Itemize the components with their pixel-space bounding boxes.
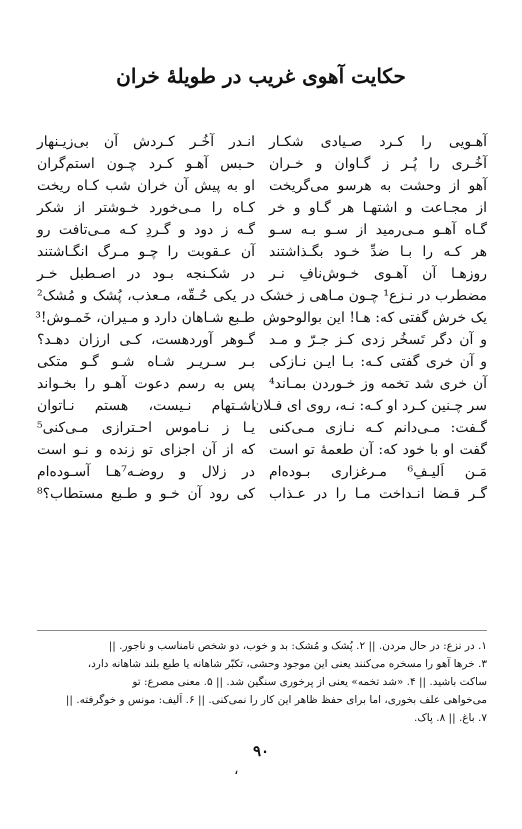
- verse-line: گـوهر آوردهست، کـی ارزان دهـد؟: [37, 332, 255, 348]
- verse-line: یک خرش گفتی که: هـا! این بوالوحوش: [262, 310, 487, 326]
- verse-line: آهو از وحشت به هرسو می‌گریخت: [269, 178, 487, 194]
- footnote-line: ۳. خرها آهو را مسخره می‌کنند یعنی این موجود وحشی، تکبّر شاهانه یا طبع بلند شاهانه دارد،: [87, 658, 487, 670]
- footnote-line: ۱. در نزع: در حال مردن. || ۲. پُشک و مُشک: بد و خوب، دو شخص نامناسب و ناجور. ||: [108, 640, 487, 652]
- page-mark: ،: [234, 762, 239, 778]
- verse-line: طـبع شـاهان دارد و مـیران، خَمـوش!³: [35, 310, 255, 326]
- poem-title: حکایت آهوی غریب در طویلهٔ خران: [116, 64, 406, 88]
- verse-line: هر کـه را بـا ضدِّ خـود بگـذاشتند: [269, 244, 487, 260]
- verse-line: یـا ز نـاموس احـترازی مـی‌کنی⁵: [37, 420, 255, 436]
- verse-line: گفت او با خود که: آن طعمهٔ تو است: [269, 442, 487, 458]
- verse-line: بـر سـریـر شـاه شـو گـو متکی: [37, 354, 255, 370]
- footnote-line: ۷. باغ. || ۸. پاک.: [414, 712, 487, 724]
- verse-line: گـفت: مـی‌دانم کـه نـازی مـی‌کنی: [269, 420, 487, 436]
- left-verse-column: [37, 131, 255, 505]
- verse-line: گـه ز دود و گـردِ کـه مـی‌تافت رو: [37, 222, 255, 238]
- verse-line: مَـن اَلیـفِ⁶ مـرغزاری بـوده‌ام: [269, 464, 487, 480]
- verse-line: در شکـنجه بـود در اصـطبل خـر: [37, 266, 255, 282]
- verse-line: پس به رسم دعوت آهـو را بخـواند: [37, 376, 255, 392]
- verse-line: سر چـنین کـرد او کـه: نـه، روی ای فـلان: [252, 398, 487, 414]
- verse-line: آن عـقوبت را چـو مـرگ انگـاشتند: [37, 244, 255, 260]
- page-number: ۹۰: [252, 742, 270, 760]
- verse-line: اشـتهام نـیست، هستم نـاتوان: [37, 398, 255, 414]
- verse-line: و آن دگر تَسخُر زدی کـز جـرّ و مـد: [269, 332, 487, 348]
- verse-line: گـاه آهـو مـی‌رمید از سـو بـه سـو: [269, 222, 487, 238]
- verse-line: در زلال و روضـه‌⁷هـا آسـوده‌ام: [37, 464, 255, 480]
- verse-line: در یکی حُـقّه، مـعذب، پُشک و مُشک²: [37, 288, 255, 304]
- verse-line: کی رود آن خـو و طـبع مستطاب؟⁸: [37, 486, 255, 502]
- verse-line: که از آن اجزای تو زنده و نـو است: [37, 442, 255, 458]
- verse-line: آهـویی را کـرد صـیادی شکـار: [269, 134, 487, 150]
- verse-line: آن خری شد تخمه وز خـوردن بمـاند⁴: [269, 376, 487, 392]
- verse-line: او به پیش آن خران شب کـاه ریخت: [37, 178, 255, 194]
- verse-line: حـبس آهـو کـرد چـون استم‌گران: [37, 156, 255, 172]
- right-verse-column: [252, 131, 487, 505]
- verse-line: انـدر آخُـر کـردش آن بی‌زیـنهار: [37, 134, 255, 150]
- verse-line: آخُـری را پُـر ز گـاوان و خـران: [269, 156, 487, 172]
- footnotes: [37, 630, 487, 727]
- footnote-line: می‌خواهی علف بخوری، اما برای حفظ ظاهر این کار را نمی‌کنی. || ۶. اَلیف: مونس و خوگرفته. ||: [65, 694, 487, 706]
- verse-line: از مجـاعت و اشتهـا هر گـاو و خر: [269, 200, 487, 216]
- verse-line: روزهـا آن آهـوی خـوش‌نافِ نـر: [269, 266, 487, 282]
- verse-line: گـر قـضا انـداخت مـا را در عـذاب: [269, 486, 487, 502]
- verse-line: کـاه را مـی‌خورد خـوشتر از شکر: [37, 200, 255, 216]
- verse-line: مضطرب در نـزع¹ چـون مـاهی ز خشک: [259, 288, 487, 304]
- footnote-line: ساکت باشید. || ۴. «شد تخمه» یعنی از پرخوری سنگین شد. || ۵. معنی مصرع: تو: [132, 676, 487, 688]
- verse-line: و آن خری گفتی کـه: بـا ایـن نـازکی: [269, 354, 487, 370]
